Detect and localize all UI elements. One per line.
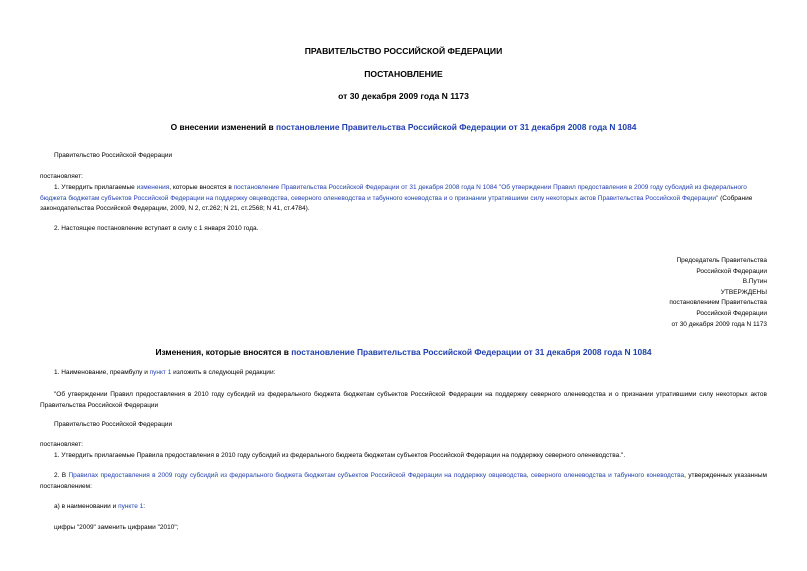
p1-text-b: , которые вносятся в bbox=[169, 184, 234, 191]
paragraph-1 bbox=[40, 183, 767, 215]
approved-date: от 30 декабря 2009 года N 1173 bbox=[671, 320, 767, 328]
rules-link[interactable]: Правилах предоставления в 2009 году субсидий из федерального бюджета бюджетам субъектов Российской Федерации на поддержку овцеводства, северного оленеводства и табунного коневодства bbox=[68, 472, 685, 479]
paragraph-2: 2. Настоящее постановление вступает в силу с 1 января 2010 года. bbox=[54, 225, 259, 232]
signer-position: Председатель Правительства bbox=[676, 257, 767, 264]
changes-link[interactable]: изменения bbox=[136, 184, 170, 191]
signature-block bbox=[669, 256, 767, 330]
quoted-approve: 1. Утвердить прилагаемые Правила предоставления в 2010 году субсидий из федерального бюджета бюджетам субъектов Российской Федерации на поддержку северного оленеводства.". bbox=[54, 452, 626, 459]
subitem-a bbox=[40, 502, 767, 513]
quoted-gov: Правительство Российской Федерации bbox=[54, 421, 173, 428]
document-type: ПОСТАНОВЛЕНИЕ bbox=[364, 69, 443, 79]
item1-link[interactable]: пункт 1 bbox=[149, 369, 172, 376]
change-item-2 bbox=[40, 471, 767, 492]
quoted-title: "Об утверждении Правил предоставления в 2010 году субсидий из федерального бюджета бюджетам субъектов Российской Федерации на поддержку северного оленеводства и о признании утратившими силу некоторых актов Правительства Российской Федерации bbox=[40, 391, 767, 409]
gov-text: Правительство Российской Федерации bbox=[54, 152, 173, 159]
changes-title-prefix: Изменения, которые вносятся в bbox=[155, 347, 292, 357]
document-title bbox=[40, 122, 767, 132]
title-link[interactable]: постановление Правительства Российской Федерации от 31 декабря 2008 года N 1084 bbox=[276, 122, 637, 132]
changes-title bbox=[40, 347, 767, 357]
item1-text-b: изложить в следующей редакции: bbox=[171, 369, 276, 376]
approved-country: Российской Федерации bbox=[696, 309, 767, 317]
document-date-number: от 30 декабря 2009 года N 1173 bbox=[338, 91, 469, 101]
p1-text-c: (Собрание законодательства Российской Федерации, 2009, N 2, ст.262; N 21, ст.2568; N 41, ст.4784). bbox=[40, 194, 753, 213]
decides-text: постановляет: bbox=[40, 173, 83, 180]
subitem-a-prefix: а) в наименовании и bbox=[54, 503, 119, 510]
changes-title-link[interactable]: постановление Правительства Российской Федерации от 31 декабря 2008 года N 1084 bbox=[291, 347, 652, 357]
item2-text-b: , утвержденных указанным постановлением: bbox=[40, 472, 768, 490]
signer-name: В.Путин bbox=[742, 278, 767, 286]
signer-country: Российской Федерации bbox=[696, 267, 767, 275]
digits-replace: цифры "2009" заменить цифрами "2010"; bbox=[54, 524, 179, 531]
subitem-a-link[interactable]: пункте 1 bbox=[118, 503, 144, 510]
item2-text-a: 2. В bbox=[54, 472, 69, 479]
approved-by: постановлением Правительства bbox=[669, 299, 767, 307]
title-prefix: О внесении изменений в bbox=[170, 122, 277, 132]
change-item-1 bbox=[40, 368, 767, 379]
subitem-a-suffix: : bbox=[143, 503, 146, 510]
government-heading: ПРАВИТЕЛЬСТВО РОССИЙСКОЙ ФЕДЕРАЦИИ bbox=[304, 46, 503, 56]
item1-text-a: 1. Наименование, преамбулу и bbox=[54, 369, 150, 376]
approved-label: УТВЕРЖДЕНЫ bbox=[720, 288, 767, 296]
p1-text-a: 1. Утвердить прилагаемые bbox=[54, 184, 137, 191]
quoted-decides: постановляет: bbox=[40, 441, 83, 448]
resolution-link[interactable]: постановление Правительства Российской Федерации от 31 декабря 2008 года N 1084 "Об утверждении Правил предоставления в 2009 году субсидий из федерального бюджета бюджетам субъектов Российской Федерации на поддержку овцеводства, северного оленеводства и табунного коневодства и о признании утратившими силу некоторых актов Правительства Российской Федерации" bbox=[40, 184, 747, 202]
